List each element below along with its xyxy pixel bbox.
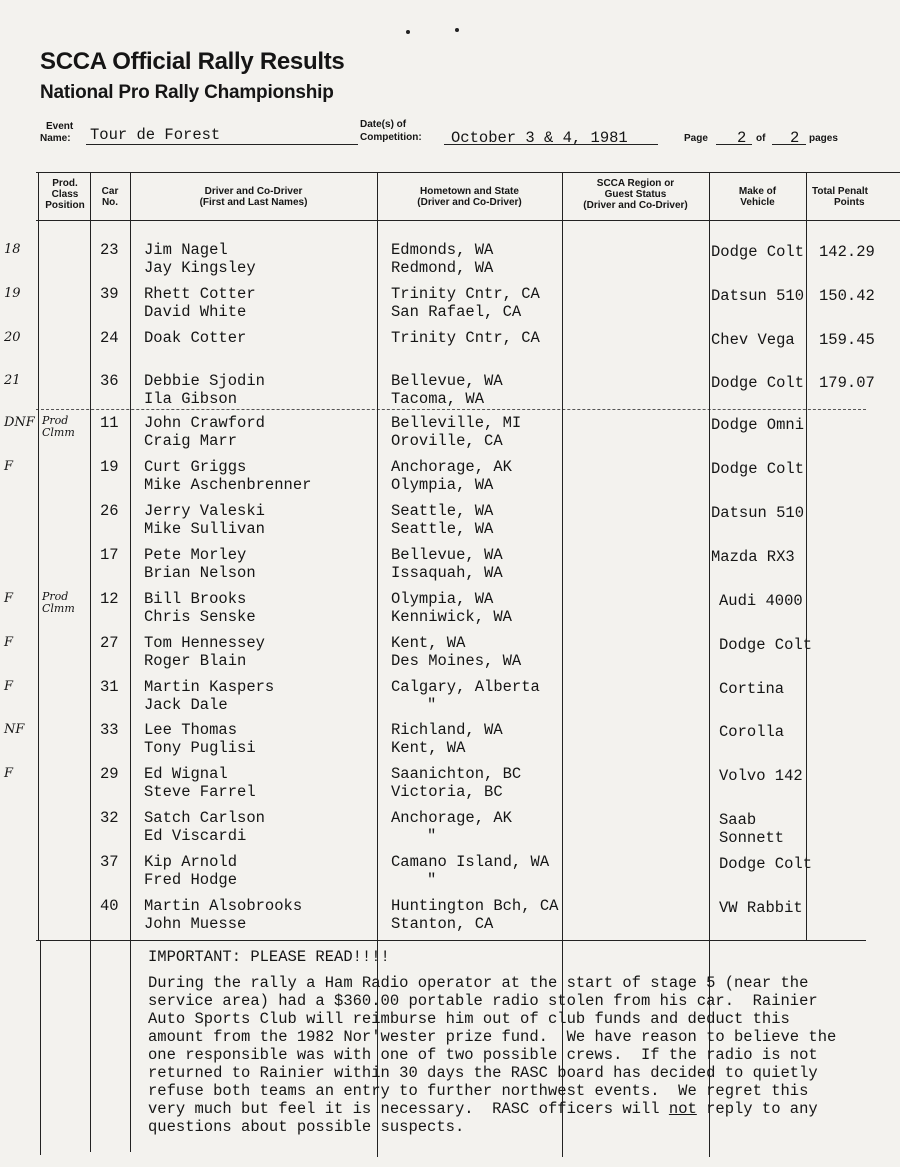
underlined-not: not (668, 1100, 697, 1118)
important-notice (148, 948, 848, 1136)
car-number: 36 (100, 372, 119, 390)
vehicle-make: Dodge Colt (711, 243, 805, 261)
hometown-codriver: Stanton, CA (391, 915, 494, 933)
col-line-2 (130, 172, 131, 1152)
header-driver: Driver and Co-Driver (First and Last Names) (199, 186, 308, 208)
vehicle-make: Cortina (719, 680, 785, 698)
hometown-codriver: " (427, 827, 437, 845)
codriver-name: Jay Kingsley (144, 259, 256, 277)
margin-note: F (4, 591, 14, 606)
hometown-codriver: Kent, WA (391, 739, 466, 757)
vehicle-make: Volvo 142 (719, 767, 803, 785)
hometown-driver: Seattle, WA (391, 502, 494, 520)
driver-name: Jim Nagel (144, 241, 228, 259)
class-note: Prod Clmm (42, 414, 75, 439)
codriver-name: Fred Hodge (144, 871, 238, 889)
vehicle-make-2: Sonnett (719, 829, 785, 847)
vehicle-make: Datsun 510 (711, 287, 805, 305)
margin-note: F (4, 459, 14, 474)
margin-note: 19 (4, 286, 21, 301)
codriver-name: Ed Viscardi (144, 827, 247, 845)
finisher-divider (36, 409, 866, 410)
hometown-codriver: Tacoma, WA (391, 390, 485, 408)
hometown-codriver: Kenniwick, WA (391, 608, 512, 626)
hometown-driver: Richland, WA (391, 721, 503, 739)
scan-speck (406, 30, 410, 34)
notice-title: IMPORTANT: PLEASE READ!!!! (148, 948, 390, 966)
hometown-driver: Kent, WA (391, 634, 466, 652)
header-prod-class-position: Prod. Class Position (45, 178, 85, 211)
codriver-name: Jack Dale (144, 696, 228, 714)
hometown-codriver: Seattle, WA (391, 520, 494, 538)
driver-name: John Crawford (144, 414, 265, 432)
margin-note: 21 (4, 373, 21, 388)
codriver-name: Roger Blain (144, 652, 247, 670)
hometown-codriver: San Rafael, CA (391, 303, 522, 321)
table-header-border (36, 220, 900, 221)
hometown-driver: Huntington Bch, CA (391, 897, 559, 915)
car-number: 39 (100, 285, 119, 303)
event-name-underline (86, 144, 358, 145)
driver-name: Bill Brooks (144, 590, 247, 608)
car-number: 17 (100, 546, 119, 564)
codriver-name: Tony Puglisi (144, 739, 256, 757)
vehicle-make: Dodge Colt (719, 855, 813, 873)
codriver-name: Craig Marr (144, 432, 238, 450)
scan-speck (455, 28, 459, 32)
margin-note: F (4, 635, 14, 650)
driver-name: Ed Wignal (144, 765, 228, 783)
date-label-top: Date(s) of (360, 119, 407, 130)
penalty-points: 150.42 (819, 287, 875, 305)
header-car-no: Car No. (101, 186, 119, 208)
col-line-0 (38, 172, 39, 940)
margin-line-bottom (40, 940, 41, 1155)
date-label-bottom: Competition: (360, 132, 422, 143)
table-top-border (36, 172, 900, 173)
margin-note: F (4, 679, 14, 694)
driver-name: Martin Alsobrooks (144, 897, 303, 915)
hometown-driver: Trinity Cntr, CA (391, 329, 540, 347)
pages-label: pages (809, 133, 838, 144)
hometown-driver: Saanichton, BC (391, 765, 522, 783)
vehicle-make: Dodge Colt (711, 460, 805, 478)
driver-name: Curt Griggs (144, 458, 247, 476)
hometown-driver: Bellevue, WA (391, 546, 503, 564)
col-line-1 (90, 172, 91, 1152)
hometown-codriver: " (427, 871, 437, 889)
vehicle-make: VW Rabbit (719, 899, 803, 917)
vehicle-make: Mazda RX3 (711, 548, 795, 566)
header-region: SCCA Region or Guest Status (Driver and Co-Driver) (583, 178, 688, 211)
page-current: 2 (737, 129, 747, 147)
vehicle-make: Dodge Colt (719, 636, 813, 654)
driver-name: Rhett Cotter (144, 285, 256, 303)
codriver-name: Brian Nelson (144, 564, 256, 582)
hometown-driver: Bellevue, WA (391, 372, 503, 390)
codriver-name: Steve Farrel (144, 783, 256, 801)
penalty-points: 179.07 (819, 374, 875, 392)
codriver-name: John Muesse (144, 915, 247, 933)
page-total: 2 (790, 129, 800, 147)
col-line-6 (806, 172, 807, 940)
vehicle-make: Audi 4000 (719, 592, 803, 610)
page-total-underline (772, 144, 806, 145)
event-label-top: Event (46, 121, 74, 132)
document-subtitle: National Pro Rally Championship (40, 82, 334, 103)
event-name-value: Tour de Forest (90, 126, 221, 144)
car-number: 12 (100, 590, 119, 608)
margin-note: 20 (4, 330, 21, 345)
vehicle-make: Datsun 510 (711, 504, 805, 522)
car-number: 33 (100, 721, 119, 739)
codriver-name: Mike Sullivan (144, 520, 265, 538)
vehicle-make: Chev Vega (711, 331, 795, 349)
page-current-underline (716, 144, 752, 145)
margin-note: 18 (4, 242, 21, 257)
table-bottom-border (36, 940, 866, 941)
codriver-name: Chris Senske (144, 608, 256, 626)
driver-name: Satch Carlson (144, 809, 265, 827)
hometown-driver: Camano Island, WA (391, 853, 550, 871)
vehicle-make: Dodge Omni (711, 416, 805, 434)
vehicle-make: Corolla (719, 723, 785, 741)
header-make: Make of Vehicle (738, 186, 777, 208)
hometown-codriver: Victoria, BC (391, 783, 503, 801)
hometown-driver: Olympia, WA (391, 590, 494, 608)
document-title: SCCA Official Rally Results (40, 48, 345, 75)
driver-name: Martin Kaspers (144, 678, 275, 696)
driver-name: Lee Thomas (144, 721, 238, 739)
hometown-codriver: Des Moines, WA (391, 652, 522, 670)
driver-name: Doak Cotter (144, 329, 247, 347)
margin-note: F (4, 766, 14, 781)
vehicle-make: Saab (719, 811, 757, 829)
hometown-codriver: Issaquah, WA (391, 564, 503, 582)
margin-note: DNF (4, 415, 35, 430)
hometown-codriver: Olympia, WA (391, 476, 494, 494)
page-of-label: of (756, 133, 766, 144)
car-number: 37 (100, 853, 119, 871)
driver-name: Pete Morley (144, 546, 247, 564)
hometown-driver: Anchorage, AK (391, 458, 512, 476)
codriver-name: David White (144, 303, 247, 321)
class-note: Prod Clmm (42, 590, 75, 615)
driver-name: Tom Hennessey (144, 634, 265, 652)
car-number: 11 (100, 414, 119, 432)
driver-name: Jerry Valeski (144, 502, 265, 520)
codriver-name: Ila Gibson (144, 390, 238, 408)
date-underline (444, 144, 658, 145)
car-number: 27 (100, 634, 119, 652)
hometown-codriver: Oroville, CA (391, 432, 503, 450)
car-number: 26 (100, 502, 119, 520)
vehicle-make: Dodge Colt (711, 374, 805, 392)
page-label: Page (684, 133, 708, 144)
header-hometown: Hometown and State (Driver and Co-Driver) (417, 186, 522, 208)
header-points: Total Penalt Points (812, 186, 868, 208)
penalty-points: 142.29 (819, 243, 875, 261)
codriver-name: Mike Aschenbrenner (144, 476, 312, 494)
car-number: 23 (100, 241, 119, 259)
car-number: 31 (100, 678, 119, 696)
driver-name: Kip Arnold (144, 853, 238, 871)
notice-body: During the rally a Ham Radio operator at the start of stage 5 (near the service area) had a $360.00 portable radio stolen from his car. Rainier Auto Sports Club will reimburse him out of club funds and deduct this amount from the 1982 Nor'wester prize fund. We have reason to believe the one responsible was with one of two possible crews. If the radio is not returned to Rainier within 30 days the RASC board has decided to quietly refuse both teams an entry to further northwest events. We regret this very much but feel it is necessary. RASC officers will not reply to any questions about possible suspects. (148, 974, 837, 1136)
car-number: 29 (100, 765, 119, 783)
car-number: 32 (100, 809, 119, 827)
car-number: 24 (100, 329, 119, 347)
driver-name: Debbie Sjodin (144, 372, 265, 390)
hometown-driver: Anchorage, AK (391, 809, 512, 827)
hometown-driver: Belleville, MI (391, 414, 522, 432)
penalty-points: 159.45 (819, 331, 875, 349)
event-label-bottom: Name: (40, 133, 71, 144)
hometown-codriver: Redmond, WA (391, 259, 494, 277)
car-number: 40 (100, 897, 119, 915)
hometown-driver: Calgary, Alberta (391, 678, 540, 696)
date-value: October 3 & 4, 1981 (451, 129, 628, 147)
hometown-codriver: " (427, 696, 437, 714)
hometown-driver: Trinity Cntr, CA (391, 285, 540, 303)
hometown-driver: Edmonds, WA (391, 241, 494, 259)
car-number: 19 (100, 458, 119, 476)
margin-note: NF (4, 722, 25, 737)
